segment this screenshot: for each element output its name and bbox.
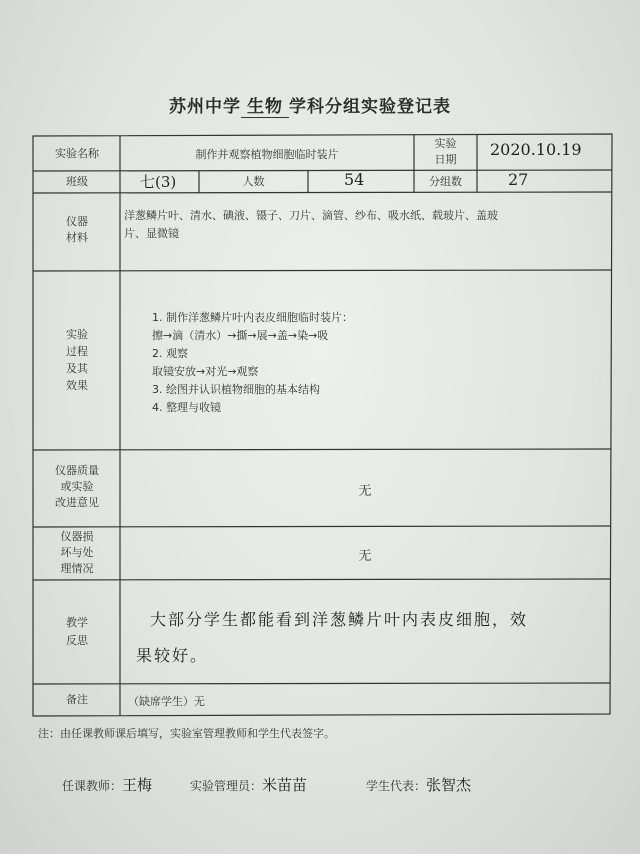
experiment-date-label: 实验 日期 <box>434 137 457 166</box>
reflection-value: 大部分学生都能看到洋葱鳞片叶内表皮细胞，效 果较好。 <box>136 610 529 665</box>
form-footnote: 注：由任课教师课后填写，实验室管理教师和学生代表签字。 <box>38 727 335 740</box>
title-suffix: 学科分组实验登记表 <box>289 97 451 117</box>
quality-label: 仪器质量 或实验 改进意见 <box>55 464 99 509</box>
process-step: 擦→滴（清水）→撕→展→盖→染→吸 <box>152 329 329 342</box>
class-label: 班级 <box>66 175 88 188</box>
process-label: 实验 过程 及其 效果 <box>66 328 88 392</box>
process-step: 4. 整理与收镜 <box>152 401 221 414</box>
reflection-label: 教学 反思 <box>66 616 88 647</box>
experiment-date-value: 2020.10.19 <box>490 140 582 159</box>
process-step: 3. 绘图并认识植物细胞的基本结构 <box>152 383 320 396</box>
remark-value: （缺席学生）无 <box>128 695 205 708</box>
teacher-signature: 任课教师：王梅 <box>62 776 153 794</box>
headcount-label: 人数 <box>242 175 265 188</box>
title-subject: 生物 <box>241 97 289 118</box>
process-step: 1. 制作洋葱鳞片叶内表皮细胞临时装片： <box>152 311 353 324</box>
experiment-name-value: 制作并观察植物细胞临时装片 <box>195 148 339 161</box>
title-school: 苏州中学 <box>169 97 241 117</box>
class-value: 七(3) <box>140 173 177 191</box>
manager-signature: 实验管理员：米苗苗 <box>190 776 308 794</box>
experiment-name-label: 实验名称 <box>55 147 99 160</box>
damage-label: 仪器损 坏与处 理情况 <box>60 530 94 575</box>
headcount-value: 54 <box>344 170 365 189</box>
process-step: 2. 观察 <box>152 347 188 360</box>
quality-value: 无 <box>358 484 372 499</box>
equipment-value: 洋葱鳞片叶、清水、碘液、镊子、刀片、滴管、纱布、吸水纸、载玻片、盖玻 片、显微镜 <box>124 209 498 240</box>
process-steps <box>152 309 353 417</box>
student-representative-signature: 学生代表：张智杰 <box>366 776 472 794</box>
group-count-label: 分组数 <box>429 175 462 188</box>
equipment-label: 仪器 材料 <box>66 215 88 244</box>
group-count-value: 27 <box>508 170 529 189</box>
process-step: 取镜安放→对光→观察 <box>152 365 259 378</box>
damage-value: 无 <box>358 549 372 564</box>
remark-label: 备注 <box>66 693 88 706</box>
